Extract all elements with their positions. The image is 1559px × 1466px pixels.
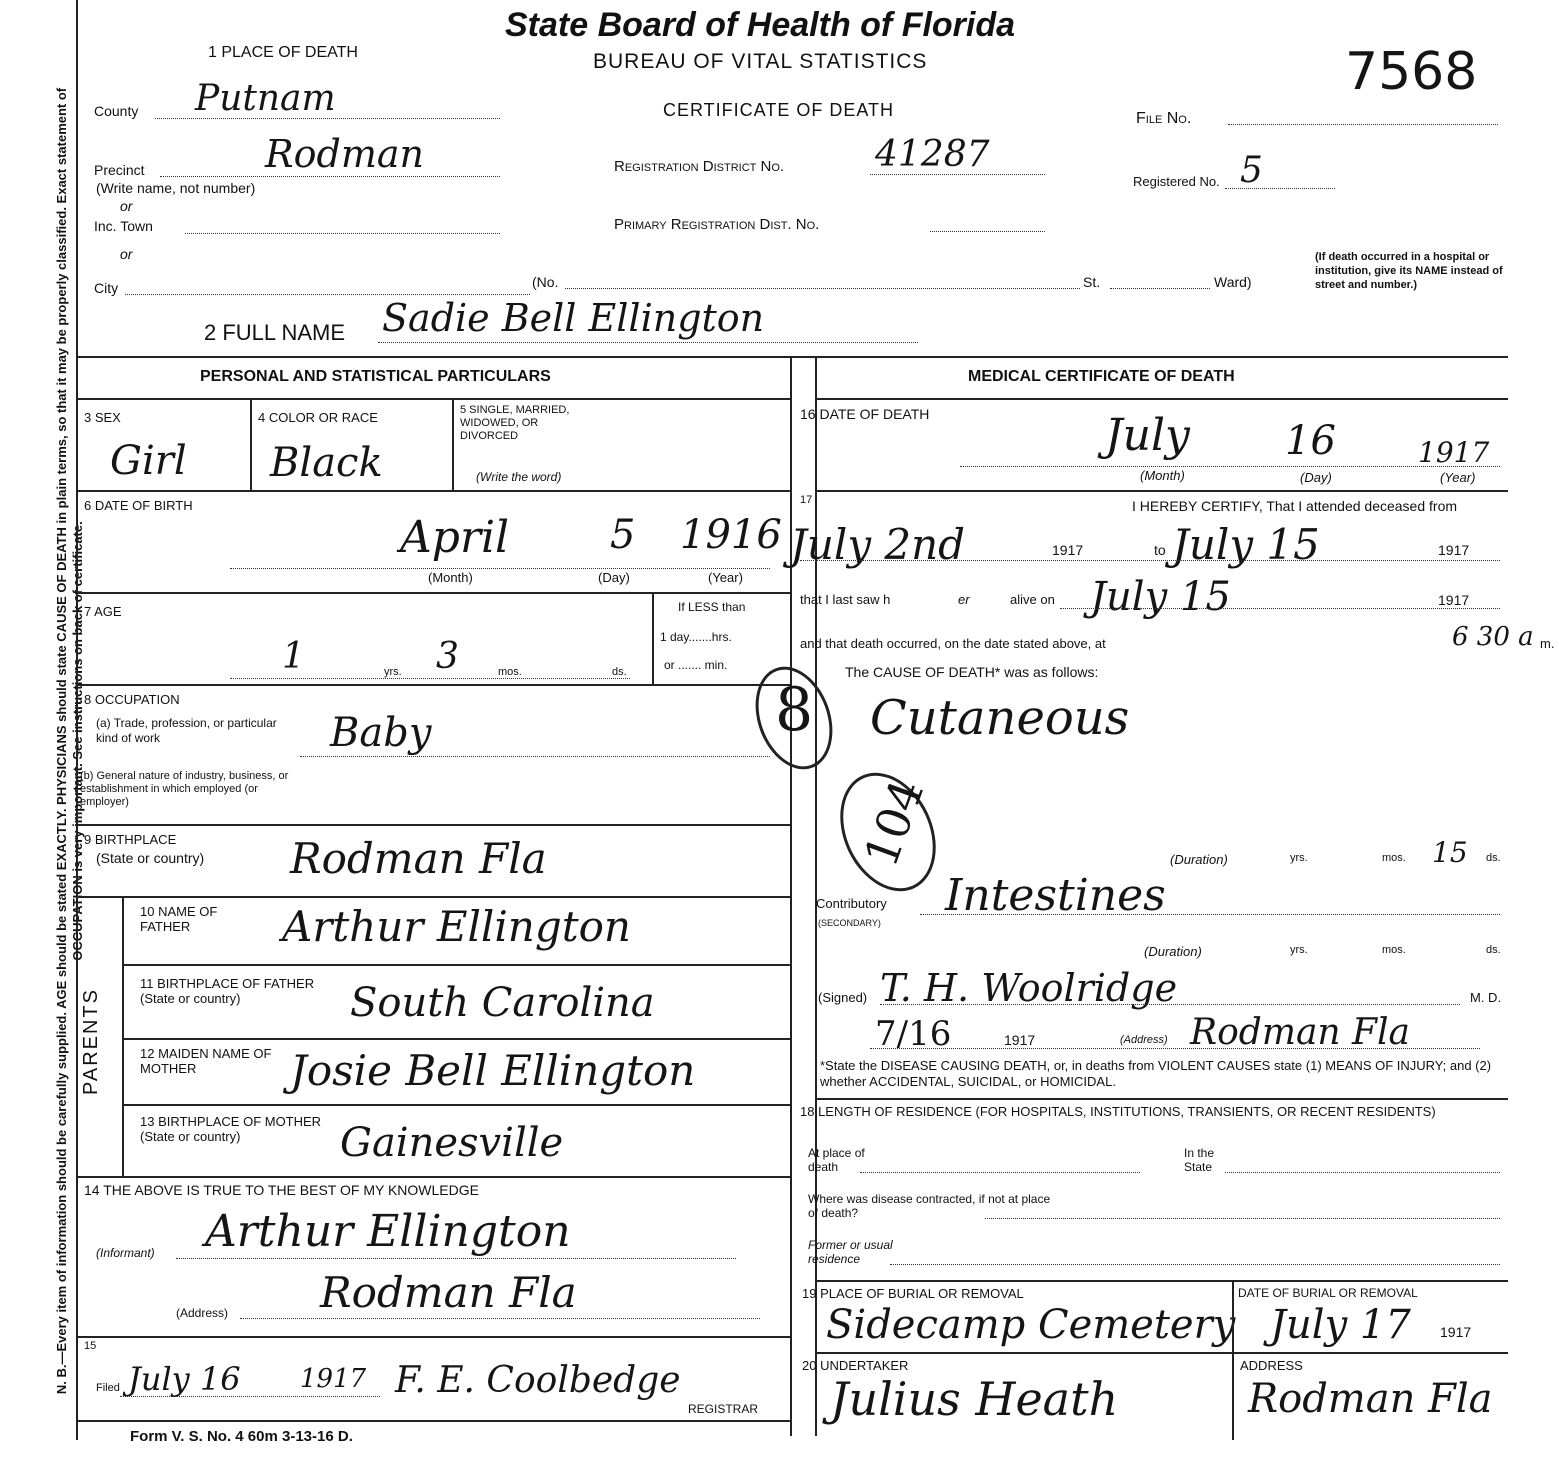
undertaker-label: 20 UNDERTAKER: [802, 1358, 909, 1373]
certify-num: 17: [800, 494, 813, 506]
reg-district-label: Registration District No.: [614, 158, 785, 175]
rule-r3: [815, 1098, 1508, 1100]
father-bp-value: South Carolina: [350, 980, 655, 1026]
dob-year-label: (Year): [708, 570, 743, 585]
stamp-104: 104: [853, 772, 935, 874]
trade-label: (a) Trade, profession, or particular kind of work: [96, 716, 277, 745]
rule-2: [78, 490, 790, 492]
at-place-line: [860, 1172, 1140, 1173]
or-min-label: or ....... min.: [664, 658, 728, 672]
age-yrs-label: yrs.: [384, 666, 402, 678]
rule-5: [78, 824, 790, 826]
dob-year: 1916: [680, 512, 782, 558]
dod-year-label: (Year): [1440, 470, 1476, 485]
dob-line: [230, 568, 770, 569]
footnote: *State the DISEASE CAUSING DEATH, or, in deaths from VIOLENT CAUSES state (1) MEANS OF INJURY; and (2) whether ACCIDENTAL, SUICIDAL, or HOMICIDAL.: [820, 1058, 1492, 1089]
industry-label: (b) General nature of industry, business, or establishment in which employed (or employer): [80, 770, 289, 808]
in-state-line: [1225, 1172, 1500, 1173]
disease-contracted-line: [985, 1218, 1500, 1219]
informant-address: Rodman Fla: [320, 1268, 577, 1317]
dob-day: 5: [610, 512, 636, 558]
bureau-title: BUREAU OF VITAL STATISTICS: [593, 50, 928, 73]
filed-num: 15: [84, 1340, 97, 1352]
contributory-label: Contributory: [816, 896, 887, 911]
informant-heading: 14 THE ABOVE IS TRUE TO THE BEST OF MY KNOWLEDGE: [84, 1182, 479, 1198]
undertaker-address: Rodman Fla: [1248, 1376, 1493, 1422]
precinct-note: (Write name, not number): [96, 180, 256, 196]
rule-v4: [122, 896, 124, 1176]
street-label: St.: [1083, 274, 1101, 290]
sidebar-border: [76, 0, 78, 1440]
occupation-label: 8 OCCUPATION: [84, 692, 180, 707]
duration-label-1: (Duration): [1170, 852, 1228, 867]
burial-date-label: DATE OF BURIAL OR REMOVAL: [1238, 1286, 1418, 1300]
sex-value: Girl: [110, 438, 187, 484]
cause-value: Cutaneous: [870, 690, 1130, 746]
full-name-label: 2 FULL NAME: [204, 320, 346, 345]
signed-date: 7/16: [875, 1014, 952, 1054]
father-bp-label: 11 BIRTHPLACE OF FATHER (State or country): [140, 976, 315, 1006]
age-ds-label: ds.: [612, 666, 627, 678]
instructions-sidebar: N. B.—Every item of information should be carefully supplied. AGE should be stated EXACTLY. PHYSICIANS should state CAUSE OF DEATH in plain terms, so that it may be properly classified. Exact statement of OCCUPATION is very important. See instructions on back of certificate.: [54, 87, 85, 1395]
top-rule: [78, 356, 1508, 358]
burial-year: 1917: [1440, 1324, 1472, 1340]
street-no-label: (No.: [532, 274, 559, 290]
rule-9: [122, 1104, 790, 1106]
birthplace-value: Rodman Fla: [290, 834, 547, 883]
ward-label: Ward): [1214, 274, 1252, 290]
undertaker-value: Julius Heath: [830, 1372, 1119, 1426]
signed-address-line: [870, 1048, 1480, 1049]
stamp-8: 8: [775, 675, 814, 745]
color-value: Black: [270, 440, 383, 486]
attended-to: July 15: [1172, 520, 1320, 569]
former-residence-line: [890, 1264, 1500, 1265]
rule-r5: [815, 1352, 1508, 1354]
to-year: 1917: [1438, 542, 1470, 558]
occupation-value: Baby: [330, 710, 432, 756]
sex-label: 3 SEX: [84, 410, 121, 425]
contributory-value: Intestines: [945, 870, 1166, 921]
birthplace-sub: (State or country): [96, 850, 205, 866]
mother-bp-value: Gainesville: [340, 1120, 564, 1166]
physician-signature: T. H. Woolridge: [880, 966, 1178, 1010]
precinct-line: [160, 176, 500, 177]
in-state-label: In the State: [1184, 1146, 1215, 1174]
or-text-2: or: [120, 246, 133, 262]
rule-r4: [815, 1280, 1508, 1282]
father-label: 10 NAME OF FATHER: [140, 904, 218, 934]
death-occurred-label: and that death occurred, on the date stated above, at: [800, 636, 1106, 651]
informant-address-line: [240, 1318, 760, 1319]
duration-mos-2: mos.: [1382, 944, 1406, 956]
form-number: Form V. S. No. 4 60m 3-13-16 D.: [130, 1428, 353, 1445]
duration-yrs-1: yrs.: [1290, 852, 1308, 864]
age-months: 3: [436, 636, 459, 677]
rule-4: [78, 684, 790, 686]
signed-line: [880, 1004, 1460, 1005]
filed-line: [120, 1396, 380, 1397]
contributory-line: [920, 914, 1500, 915]
age-years: 1: [282, 636, 305, 677]
occupation-line: [300, 756, 770, 757]
county-label: County: [94, 103, 139, 119]
primary-reg-label: Primary Registration Dist. No.: [614, 216, 820, 233]
dod-day: 16: [1285, 418, 1336, 464]
informant-label: (Informant): [96, 1246, 155, 1260]
certify-text: I HEREBY CERTIFY, That I attended deceased from: [1132, 498, 1458, 514]
reg-district-no: 41287: [875, 134, 990, 175]
age-mos-label: mos.: [498, 666, 522, 678]
filed-label: Filed: [96, 1382, 120, 1394]
cause-label: The CAUSE OF DEATH* was as follows:: [845, 664, 1099, 680]
rule-1: [78, 398, 790, 400]
undertaker-address-label: ADDRESS: [1240, 1358, 1303, 1373]
dob-month-label: (Month): [428, 570, 473, 585]
center-divider: [790, 356, 792, 1436]
last-saw-line: [1060, 608, 1500, 609]
rule-r1: [815, 398, 1508, 400]
marital-label: 5 SINGLE, MARRIED, WIDOWED, OR DIVORCED: [460, 404, 570, 442]
attended-line: [800, 560, 1500, 561]
age-line: [230, 678, 630, 679]
birthplace-label: 9 BIRTHPLACE: [84, 832, 177, 847]
mother-value: Josie Bell Ellington: [290, 1046, 696, 1095]
last-saw-date: July 15: [1090, 574, 1231, 620]
town-label: Inc. Town: [94, 218, 153, 234]
rule-6: [78, 896, 790, 898]
age-label: 7 AGE: [84, 604, 122, 619]
rule-8: [122, 1038, 790, 1040]
day-hrs-label: 1 day.......hrs.: [660, 630, 732, 644]
color-label: 4 COLOR OR RACE: [258, 410, 378, 425]
death-time: 6 30 a: [1452, 622, 1534, 652]
city-label: City: [94, 280, 119, 296]
rule-11: [78, 1336, 790, 1338]
at-place-label: At place of death: [808, 1146, 865, 1174]
m-label: m.: [1540, 636, 1555, 651]
burial-date: July 17: [1270, 1302, 1411, 1348]
attended-from: July 2nd: [790, 520, 966, 569]
signed-year: 1917: [1004, 1032, 1036, 1048]
duration-yrs-2: yrs.: [1290, 944, 1308, 956]
parents-label: PARENTS: [80, 988, 102, 1095]
duration-mos-1: mos.: [1382, 852, 1406, 864]
alive-on-label: alive on: [1010, 592, 1055, 607]
town-line: [185, 233, 500, 234]
place-of-death-heading: 1 PLACE OF DEATH: [208, 44, 358, 61]
rule-r2: [815, 490, 1508, 492]
last-saw-label: that I last saw h: [800, 592, 891, 607]
rule-v3: [652, 592, 654, 684]
filed-year: 1917: [300, 1364, 367, 1394]
registrar-label: REGISTRAR: [688, 1402, 759, 1416]
to-label: to: [1154, 542, 1166, 558]
informant-value: Arthur Ellington: [205, 1206, 571, 1257]
dob-month: April: [400, 512, 510, 563]
filed-date: July 16: [128, 1360, 241, 1398]
burial-label: 19 PLACE OF BURIAL OR REMOVAL: [802, 1286, 1024, 1301]
dod-day-label: (Day): [1300, 470, 1332, 485]
full-name-value: Sadie Bell Ellington: [382, 296, 765, 340]
dob-label: 6 DATE OF BIRTH: [84, 498, 193, 513]
signed-label: (Signed): [818, 990, 868, 1005]
file-no: 7568: [1345, 42, 1478, 102]
rule-12: [78, 1420, 790, 1422]
or-text-1: or: [120, 198, 133, 214]
dob-day-label: (Day): [598, 570, 630, 585]
md-label: M. D.: [1470, 990, 1502, 1005]
rule-3: [78, 592, 790, 594]
rule-7: [122, 964, 790, 966]
residence-label: 18 LENGTH OF RESIDENCE (FOR HOSPITALS, INSTITUTIONS, TRANSIENTS, OR RECENT RESIDENTS): [800, 1104, 1436, 1119]
last-saw-pronoun: er: [958, 592, 970, 607]
dod-month: July: [1105, 410, 1190, 461]
precinct-value: Rodman: [265, 132, 424, 176]
primary-reg-line: [930, 231, 1045, 232]
secondary-label: (SECONDARY): [818, 918, 881, 928]
registrar-signature: F. E. Coolbedge: [395, 1360, 681, 1401]
rule-v2: [452, 398, 454, 490]
registered-no-label: Registered No.: [1133, 174, 1220, 189]
city-line: [125, 294, 530, 295]
hospital-note: (If death occurred in a hospital or institution, give its NAME instead of street and number.): [1315, 251, 1503, 291]
form-title: State Board of Health of Florida: [505, 6, 1016, 44]
ward-line: [1110, 288, 1210, 289]
file-no-line: [1228, 124, 1498, 125]
informant-address-label: (Address): [176, 1306, 229, 1320]
duration-ds-label-2: ds.: [1486, 944, 1501, 956]
county-value: Putnam: [195, 78, 336, 119]
registered-no: 5: [1240, 150, 1263, 191]
mother-bp-label: 13 BIRTHPLACE OF MOTHER (State or country): [140, 1114, 322, 1144]
certificate-title: CERTIFICATE OF DEATH: [663, 100, 895, 120]
former-residence-label: Former or usual residence: [808, 1238, 893, 1266]
disease-contracted-label: Where was disease contracted, if not at place of death?: [808, 1192, 1051, 1220]
less-than-label: If LESS than: [678, 600, 746, 614]
dod-line: [960, 466, 1500, 467]
mother-label: 12 MAIDEN NAME OF MOTHER: [140, 1046, 272, 1076]
rule-v5: [1232, 1280, 1234, 1440]
from-year: 1917: [1052, 542, 1084, 558]
file-no-label: File No.: [1136, 110, 1192, 127]
burial-value: Sidecamp Cemetery: [826, 1302, 1236, 1348]
father-value: Arthur Ellington: [282, 902, 631, 951]
rule-10: [78, 1176, 790, 1178]
informant-line: [176, 1258, 736, 1259]
dod-month-label: (Month): [1140, 468, 1185, 483]
street-line: [565, 288, 1080, 289]
signed-address: Rodman Fla: [1190, 1012, 1411, 1053]
precinct-label: Precinct: [94, 162, 145, 178]
signed-address-label: (Address): [1120, 1034, 1168, 1046]
dod-label: 16 DATE OF DEATH: [800, 406, 930, 422]
duration-ds-label-1: ds.: [1486, 852, 1501, 864]
personal-heading: PERSONAL AND STATISTICAL PARTICULARS: [200, 368, 551, 385]
duration-label-2: (Duration): [1144, 944, 1202, 959]
dod-year: 1917: [1418, 436, 1490, 469]
medical-heading: MEDICAL CERTIFICATE OF DEATH: [968, 368, 1235, 385]
duration-ds-1: 15: [1432, 836, 1468, 869]
marital-note: (Write the word): [476, 470, 562, 484]
full-name-line: [378, 342, 918, 343]
last-saw-year: 1917: [1438, 592, 1470, 608]
rule-v1: [250, 398, 252, 490]
